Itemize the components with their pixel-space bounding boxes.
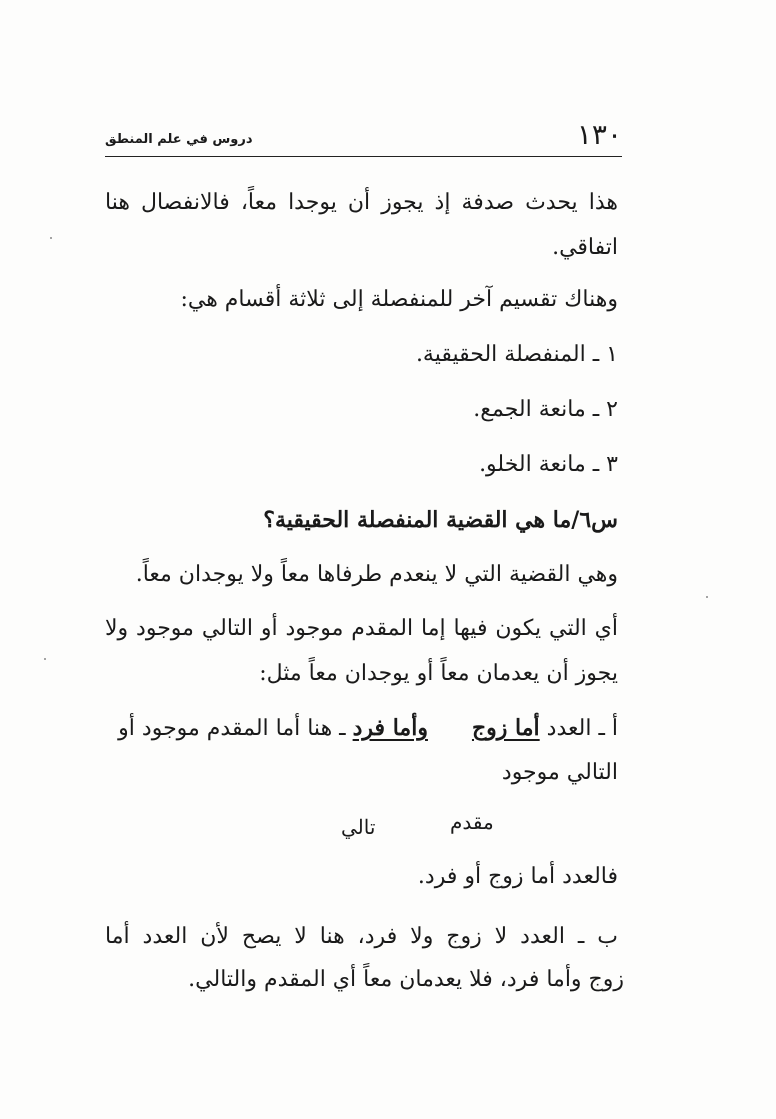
running-title: دروس في علم المنطق [105, 132, 253, 147]
paragraph-line: يجوز أن يعدمان معاً أو يوجدان معاً مثل: [259, 661, 618, 686]
paragraph-line: اتفاقي. [552, 235, 618, 260]
label-consequent: تالي [341, 815, 376, 839]
conclusion-line: فالعدد أما زوج أو فرد. [417, 864, 618, 889]
paragraph-line: زوج وأما فرد، فلا يعدمان معاً أي المقدم والتالي. [188, 967, 624, 992]
list-item: ١ ـ المنفصلة الحقيقية. [415, 342, 618, 367]
example-rest: ـ هنا أما المقدم موجود أو [118, 716, 346, 741]
question-heading: س٦/ما هي القضية المنفصلة الحقيقية؟ [263, 507, 618, 533]
scan-speck [50, 237, 52, 239]
page-number: ١٣٠ [576, 118, 622, 151]
list-item: ٣ ـ مانعة الخلو. [479, 452, 618, 477]
answer-line: وهي القضية التي لا ينعدم طرفاها معاً ولا يوجدان معاً. [135, 562, 618, 587]
example-prefix: أ ـ العدد [546, 716, 618, 741]
paragraph-line: ب ـ العدد لا زوج ولا فرد، هنا لا يصح لأن العدد أما [105, 924, 618, 949]
paragraph-intro: وهناك تقسيم آخر للمنفصلة إلى ثلاثة أقسام هي: [180, 287, 618, 312]
example-antecedent: أما زوج [471, 715, 540, 741]
page-header [105, 118, 622, 157]
example-line: التالي موجود [501, 760, 618, 785]
paragraph-line: هذا يحدث صدفة إذ يجوز أن يوجدا معاً، فالانفصال هنا [105, 190, 618, 215]
example-line [118, 713, 618, 744]
list-item: ٢ ـ مانعة الجمع. [473, 397, 618, 422]
label-antecedent: مقدم [450, 810, 494, 834]
example-consequent: وأما فرد [352, 715, 428, 741]
scan-speck [706, 596, 708, 598]
scan-speck [44, 658, 46, 660]
paragraph-line: أي التي يكون فيها إما المقدم موجود أو التالي موجود ولا [105, 616, 618, 641]
